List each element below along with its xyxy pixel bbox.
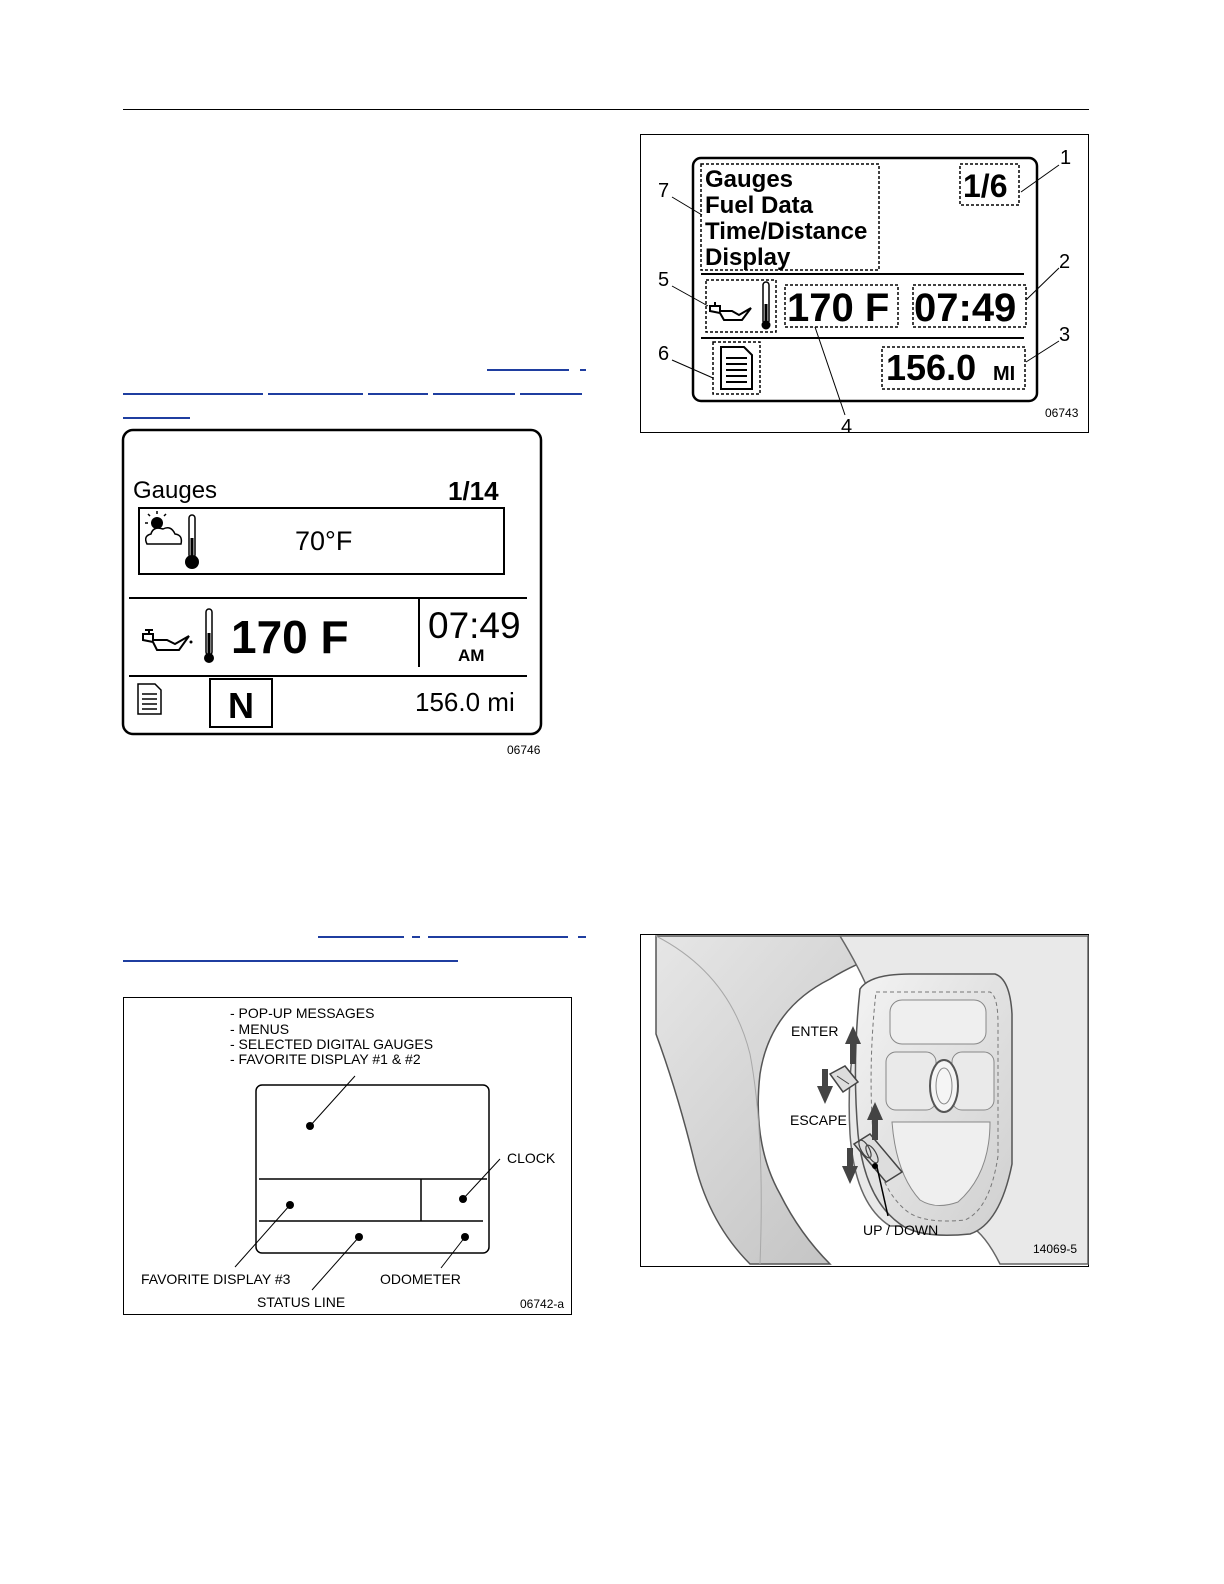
status-line-label: STATUS LINE xyxy=(257,1294,346,1310)
callout-item: - FAVORITE DISPLAY #1 & #2 xyxy=(230,1051,421,1067)
link-fragment[interactable] xyxy=(428,936,568,938)
display-layout-figure xyxy=(123,997,572,1315)
page-indicator: 1/14 xyxy=(448,476,499,506)
link-fragment[interactable] xyxy=(433,393,515,395)
thermometer-icon xyxy=(762,282,771,330)
link-fragment[interactable] xyxy=(520,393,582,395)
menu-item: Gauges xyxy=(705,166,794,193)
callout-item: - SELECTED DIGITAL GAUGES xyxy=(230,1036,434,1052)
figure-id: 14069-5 xyxy=(1033,1242,1078,1256)
figure-id: 06742-a xyxy=(520,1297,565,1311)
ambient-temp-value: 70°F xyxy=(295,526,353,556)
link-fragment[interactable] xyxy=(487,369,569,371)
clock-ampm: AM xyxy=(458,646,485,665)
gear-indicator: N xyxy=(228,685,254,726)
thermometer-icon xyxy=(204,609,214,663)
header-rule xyxy=(123,109,1089,110)
link-fragment[interactable] xyxy=(368,393,428,395)
callout-number: 3 xyxy=(1059,324,1071,346)
callout-number: 2 xyxy=(1059,251,1071,273)
callout-number: 5 xyxy=(658,269,670,291)
document-icon xyxy=(138,684,161,714)
odometer-label: ODOMETER xyxy=(380,1271,461,1287)
figure-id: 06743 xyxy=(1045,406,1079,420)
enter-label: ENTER xyxy=(791,1023,839,1039)
menu-item: Time/Distance xyxy=(705,218,868,245)
escape-label: ESCAPE xyxy=(790,1112,847,1128)
clock-time: 07:49 xyxy=(428,605,521,646)
odometer-unit: MI xyxy=(993,363,1016,385)
oil-temp-value: 170 F xyxy=(787,286,890,330)
up-down-label: UP / DOWN xyxy=(863,1222,939,1238)
link-fragment[interactable] xyxy=(123,960,458,962)
steering-wheel-figure xyxy=(640,934,1089,1267)
menu-item: Fuel Data xyxy=(705,192,814,219)
link-fragment[interactable] xyxy=(578,936,586,938)
menu-item: Display xyxy=(705,244,791,271)
callout-item: - POP-UP MESSAGES xyxy=(230,1005,375,1021)
display-outline xyxy=(256,1085,489,1253)
callout-number: 1 xyxy=(1060,147,1072,169)
clock-label: CLOCK xyxy=(507,1150,556,1166)
link-fragment[interactable] xyxy=(318,936,404,938)
oil-temp-value: 170 F xyxy=(231,611,349,663)
link-fragment[interactable] xyxy=(123,393,263,395)
left-button[interactable] xyxy=(886,1052,936,1110)
figure-id: 06746 xyxy=(507,743,541,757)
link-fragment[interactable] xyxy=(580,369,586,371)
menu-display-figure xyxy=(640,134,1089,433)
callout-number: 6 xyxy=(658,343,670,365)
link-fragment[interactable] xyxy=(123,417,190,419)
callout-item: - MENUS xyxy=(230,1021,290,1037)
document-icon xyxy=(721,347,752,389)
odometer-value: 156.0 xyxy=(886,347,977,388)
link-fragment[interactable] xyxy=(268,393,363,395)
screen-title: Gauges xyxy=(133,477,218,504)
link-fragment[interactable] xyxy=(412,936,420,938)
callout-number: 7 xyxy=(658,180,670,202)
favorite-display-label: FAVORITE DISPLAY #3 xyxy=(141,1271,291,1287)
page-indicator: 1/6 xyxy=(963,168,1008,204)
gauges-display-figure xyxy=(121,428,545,760)
clock-time: 07:49 xyxy=(914,286,1017,330)
oil-can-icon xyxy=(710,302,751,320)
odometer-value: 156.0 mi xyxy=(415,687,515,717)
top-button[interactable] xyxy=(890,1000,986,1044)
callout-number: 4 xyxy=(841,416,853,433)
